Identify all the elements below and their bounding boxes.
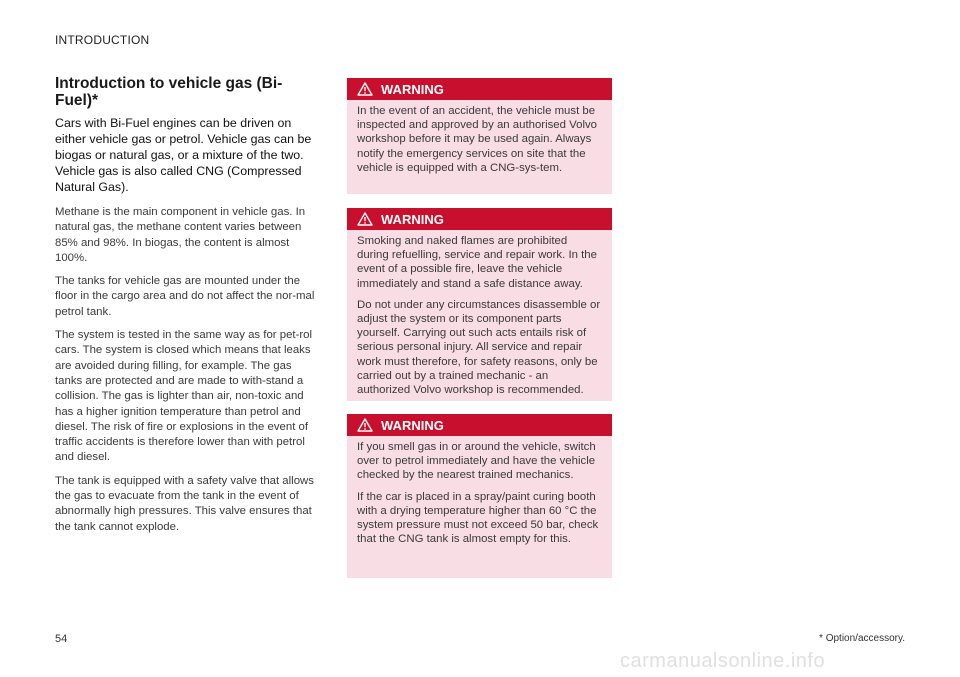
warning-header	[347, 78, 612, 100]
warning-text: Do not under any circumstances disassemble or adjust the system or its component parts yourself. Carrying out such acts entails risk of serious personal injury. All service and repair work must therefore, for safety reasons, only be carried out by a trained mechanic - an authorized Volvo workshop is recommended.	[357, 298, 601, 397]
warning-label: WARNING	[381, 81, 444, 97]
main-article	[55, 75, 320, 543]
watermark: carmanualsonline.info	[620, 650, 826, 672]
footnote: * Option/accessory.	[819, 633, 905, 644]
warning-text: If you smell gas in or around the vehicle, switch over to petrol immediately and have the vehicle checked by the nearest trained mechanics.	[357, 441, 596, 482]
body-paragraph: Methane is the main component in vehicle gas. In natural gas, the methane content varies between 85% and 98%. In biogas, the content is almost 100%.	[55, 206, 306, 264]
warning-body	[347, 100, 612, 188]
warning-label: WARNING	[381, 417, 444, 433]
warning-box	[347, 414, 612, 578]
warning-header	[347, 414, 612, 436]
warning-triangle-icon	[357, 82, 373, 96]
warning-text: In the event of an accident, the vehicle must be inspected and approved by an authorised Volvo workshop before it may be used again. Always notify the emergency services on site that the vehicle is equipped with a CNG-sys-tem.	[357, 105, 598, 174]
warning-body	[347, 230, 612, 410]
warning-triangle-icon	[357, 212, 373, 226]
page-number: 54	[55, 633, 68, 645]
section-header: INTRODUCTION	[55, 33, 150, 47]
body-paragraph: The system is tested in the same way as for pet-rol cars. The system is closed which means that leaks are avoided during filling, for example. The gas tanks are protected and are made to with-stand a collision. The gas is lighter than air, non-toxic and has a higher ignition temperature than petrol and diesel. The risk of fire or explosions in the event of traffic accidents is therefore lower than with petrol and diesel.	[55, 329, 313, 464]
warning-text: Smoking and naked flames are prohibited during refuelling, service and repair work. In the event of a possible fire, leave the vehicle immediately and stand a safe distance away.	[357, 235, 597, 290]
warning-body	[347, 436, 612, 559]
warning-label: WARNING	[381, 211, 444, 227]
warning-box	[347, 78, 612, 194]
page-title: Introduction to vehicle gas (Bi-Fuel)*	[55, 75, 283, 109]
warning-text: If the car is placed in a spray/paint curing booth with a drying temperature higher than 60 °C the system pressure must not exceed 50 bar, check that the CNG tank is almost empty for this.	[357, 490, 599, 546]
lead-paragraph: Cars with Bi-Fuel engines can be driven on either vehicle gas or petrol. Vehicle gas can be biogas or natural gas, or a mixture of the two. Vehicle gas is also called CNG (Compressed Natural Gas).	[55, 116, 312, 194]
warning-box	[347, 208, 612, 401]
warning-triangle-icon	[357, 418, 373, 432]
body-paragraph: The tanks for vehicle gas are mounted under the floor in the cargo area and do not affect the nor-mal petrol tank.	[55, 275, 315, 318]
body-paragraph: The tank is equipped with a safety valve that allows the gas to evacuate from the tank in the event of abnormally high pressures. This valve ensures that the tank cannot explode.	[55, 474, 314, 533]
warning-header	[347, 208, 612, 230]
